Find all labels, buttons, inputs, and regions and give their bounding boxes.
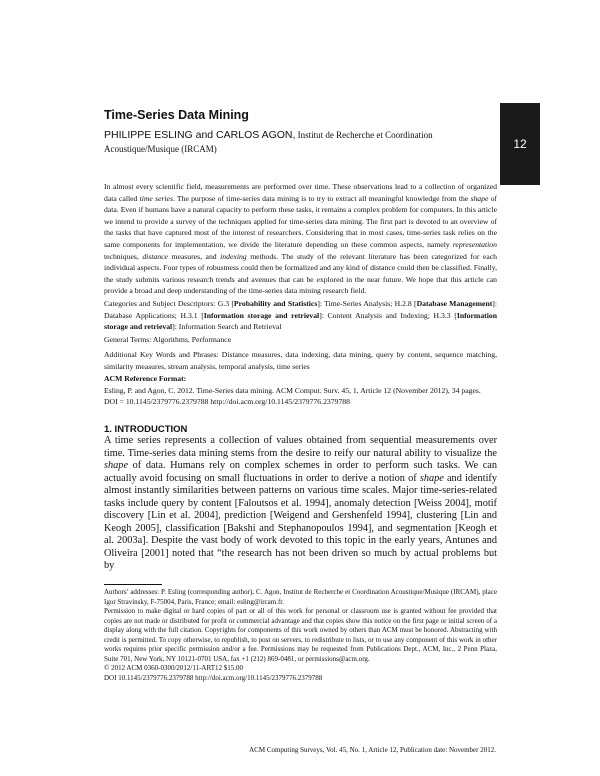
introduction-text: A time series represents a collection of values obtained from sequential measurements over time. Time-series data mining stems from the desire to reify our natural ability to visualize the shape of data. Humans rely on complex schemes in order to perform such tasks. We can actually avoid focusing on small fluctuations in order to derive a notion of shape and identify almost instantly similarities between patterns on various time scales. Major time-series-related tasks include query by content [Faloutsos et al. 1994], anomaly detection [Weiss 2004], motif discovery [Lin et al. 2004], prediction [Weigend and Gershenfeld 1994], clustering [Lin and Keogh 2005], classification [Bakshi and Stephanopoulos 1994], and segmentation [Keogh et al. 2003a]. Despite the vast body of work devoted to this topic in the early years, Antunes and Oliveira [2001] noted that “the research has not been driven so much by actual problems but by [104,435,498,571]
author-names: PHILIPPE ESLING and CARLOS AGON, [104,129,296,141]
author-affiliation: Institut de Recherche et Coordination Acoustique/Musique (IRCAM) [104,130,433,154]
footnote-copyright: © 2012 ACM 0360-0300/2012/11-ART12 $15.00 [104,664,244,672]
general-terms: General Terms: Algorithms, Performance [104,335,231,344]
chapter-number: 12 [513,137,527,151]
reference-format [104,373,497,408]
categories: Categories and Subject Descriptors: G.3 [Probability and Statistics]: Time-Series Analysis; H.2.8 [Database Management]: Database Applications; H.3.1 [Information storage and retrieval]: Content Analysis and Indexing; H.3.3 [Information storage and retrieval]: Information Search and Retrieval [104,299,497,332]
reference-doi[interactable]: DOI = 10.1145/2379776.2379788 http://doi.acm.org/10.1145/2379776.2379788 [104,397,350,407]
reference-text: Esling, P. and Agon, C. 2012. Time-Series data mining. ACM Comput. Surv. 45, 1, Article 12 (November 2012), 34 pages. [104,385,481,395]
section-heading: 1. INTRODUCTION [104,424,188,435]
keywords: Additional Key Words and Phrases: Distance measures, data indexing, data mining, query by content, sequence matching, similarity measures, stream analysis, temporal analysis, time series [104,350,497,371]
abstract: In almost every scientific field, measurements are performed over time. These observations lead to a collection of organized data called time series. The purpose of time-series data mining is to try to extract all meaningful knowledge from the shape of data. Even if humans have a natural capacity to perform these tasks, it remains a complex problem for computers. In this article we intend to provide a survey of the techniques applied for time-series data mining. The first part is devoted to an overview of the tasks that have captured most of the interest of researchers. Considering that in most cases, time-series task relies on the same components for implementation, we divide the literature depending on these common aspects, namely representation techniques, distance measures, and indexing methods. The study of the relevant literature has been categorized for each individual aspects. Four types of robustness could then be formalized and any kind of distance could then be classified. Finally, the study submits various research trends and avenues that can be explored in the near future. We hope that this article can provide a broad and deep understanding of the time-series data mining research field. [104,182,497,296]
footnote-addresses: Authors’ addresses: P. Esling (corresponding author), C. Agon, Institut de Recherche et Coordination Acoustique/Musique (IRCAM), place Igor Stravinsky, F-75004, Paris, France; email: esling@ircam.fr. [104,588,497,606]
reference-heading: ACM Reference Format: [104,374,187,383]
footnote-doi[interactable]: DOI 10.1145/2379776.2379788 http://doi.acm.org/10.1145/2379776.2379788 [104,673,323,682]
footnotes [104,588,497,683]
paper-title: Time-Series Data Mining [104,108,249,122]
chapter-tab [500,103,540,185]
journal-footer: ACM Computing Surveys, Vol. 45, No. 1, Article 12, Publication date: November 2012. [249,746,496,754]
footnote-permission: Permission to make digital or hard copies of part or all of this work for personal or classroom use is granted without fee provided that copies are not made or distributed for profit or commercial advantage and that copies show this notice on the first page or initial screen of a display along with the full citation. Copyrights for components of this work owned by others than ACM must be honored. Abstracting with credit is permitted. To copy otherwise, to republish, to post on servers, to redistribute to lists, or to use any component of this work in other works requires prior specific permission and/or a fee. Permissions may be requested from Publications Dept., ACM, Inc., 2 Penn Plaza, Suite 701, New York, NY 10121-0701 USA, fax +1 (212) 869-0481, or permissions@acm.org. [104,607,497,663]
footnote-rule [104,584,162,585]
author-block [104,128,484,156]
